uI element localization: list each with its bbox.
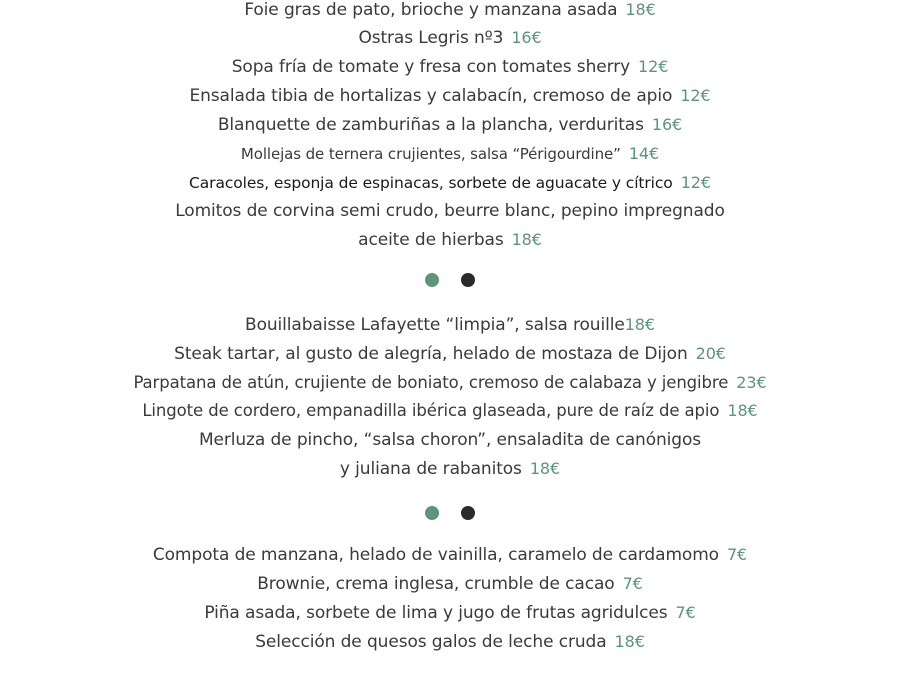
dish-price: 12€ [680,173,711,192]
divider-dot-dark [461,506,475,520]
section-divider [0,506,900,520]
dish-name: Selección de quesos galos de leche cruda [255,632,607,652]
dish-name: Sopa fría de tomate y fresa con tomates sherry [231,57,631,77]
dish-price: 12€ [638,57,669,76]
dish-name: Ostras Legris nº3 [358,28,504,48]
dish-price: 12€ [680,86,711,105]
divider-dot-green [425,273,439,287]
main-item [0,430,900,450]
dish-name: Caracoles, esponja de espinacas, sorbete de aguacate y cítrico [189,174,673,192]
dish-name: Lingote de cordero, empanadilla ibérica glaseada, pure de raíz de apio [142,401,720,420]
dish-price: 7€ [675,603,696,622]
dessert-item [0,603,900,623]
dish-price: 18€ [624,315,655,334]
divider-dot-green [425,506,439,520]
dish-price: 18€ [727,401,758,420]
starter-item [0,28,900,48]
main-item [0,315,900,335]
dish-name: Piña asada, sorbete de lima y jugo de frutas agridulces [204,603,668,623]
starter-item [0,144,900,164]
dish-price: 18€ [511,230,542,249]
starter-item [0,0,900,20]
dish-name: Ensalada tibia de hortalizas y calabacín, cremoso de apio [189,86,673,106]
dish-price: 18€ [529,459,561,478]
main-item [0,459,900,479]
starter-item [0,201,900,221]
dish-name: Merluza de pincho, “salsa choron”, ensaladita de canónigos [198,430,702,450]
divider-dot-dark [461,273,475,287]
starter-item [0,115,900,135]
dish-price: 14€ [628,144,660,163]
dish-price: 7€ [726,545,748,564]
dish-name: Brownie, crema inglesa, crumble de cacao [257,574,615,594]
main-item [0,344,900,364]
dish-price: 18€ [625,0,656,19]
dish-price: 20€ [695,344,726,363]
main-item [0,401,900,421]
dish-price: 23€ [736,373,767,392]
main-item [0,373,900,393]
dish-name: Foie gras de pato, brioche y manzana asada [244,0,618,20]
dish-name: Steak tartar, al gusto de alegría, helado de mostaza de Dijon [174,344,688,364]
dish-price: 16€ [511,28,542,47]
dish-name: Bouillabaisse Lafayette “limpia”, salsa rouille [245,315,625,335]
dish-price: 7€ [622,574,643,593]
dessert-item [0,632,900,652]
dish-name: Mollejas de ternera crujientes, salsa “Périgourdine” [240,145,621,163]
dish-name: Parpatana de atún, crujiente de boniato, cremoso de calabaza y jengibre [133,373,729,392]
dish-price: 16€ [651,115,683,134]
starter-item [0,86,900,106]
dish-name: Compota de manzana, helado de vainilla, caramelo de cardamomo [152,545,719,565]
dessert-item [0,574,900,594]
dish-name: Lomitos de corvina semi crudo, beurre blanc, pepino impregnado [175,201,725,221]
dish-price: 18€ [614,632,645,651]
dish-name: aceite de hierbas [358,230,504,250]
dessert-item [0,545,900,565]
section-divider [0,273,900,287]
dish-name: y juliana de rabanitos [339,459,522,479]
dish-name: Blanquette de zamburiñas a la plancha, verduritas [217,115,644,135]
starter-item [0,57,900,77]
starter-item [0,173,900,193]
starter-item [0,230,900,250]
